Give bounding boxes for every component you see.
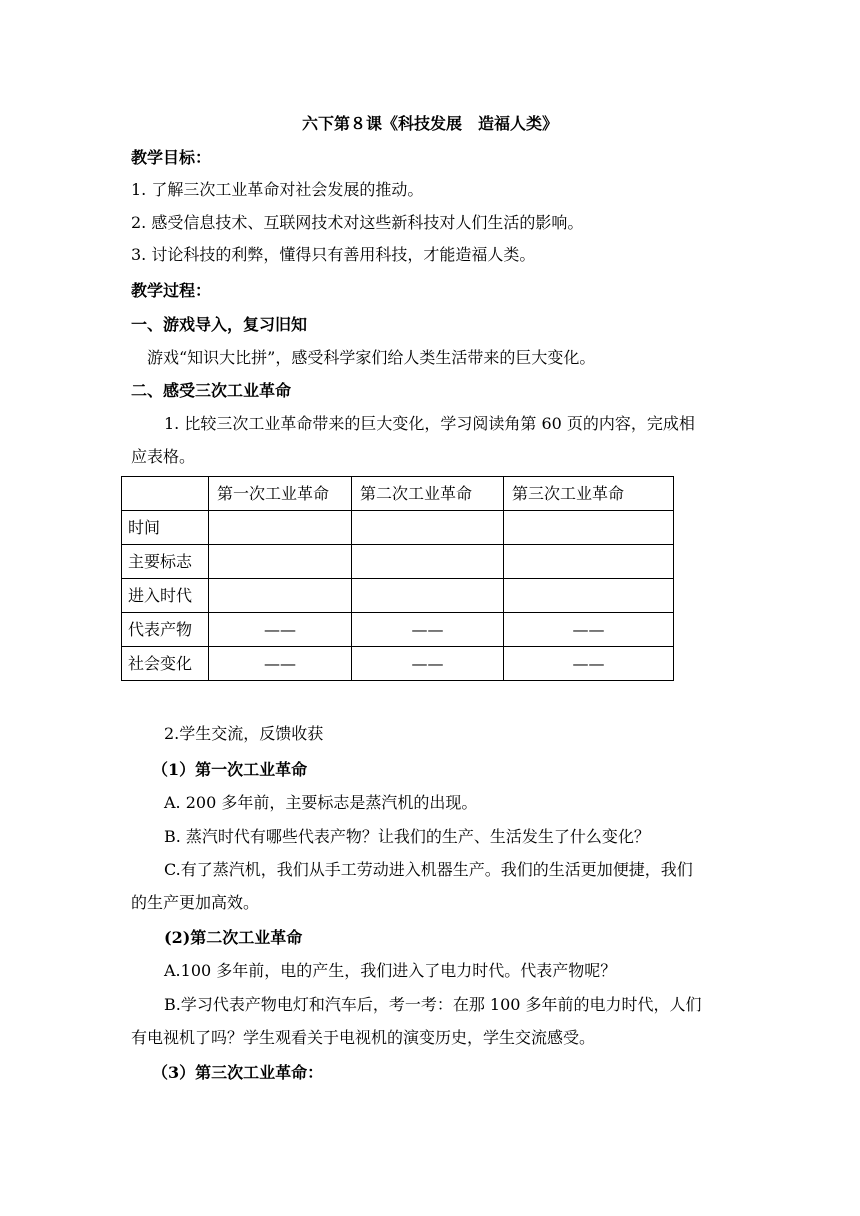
table-cell <box>209 579 352 613</box>
section-2-paragraph-1: 1. 比较三次工业革命带来的巨大变化，学习阅读角第 60 页的内容，完成相 <box>164 414 695 433</box>
row-label: 时间 <box>122 511 209 545</box>
process-heading: 教学过程： <box>131 281 212 300</box>
table-row <box>122 579 674 613</box>
table-cell: —— <box>352 613 504 647</box>
row-label: 进入时代 <box>122 579 209 613</box>
table-cell: —— <box>504 647 674 681</box>
page-title: 六下第８课《科技发展 造福人类》 <box>301 114 558 133</box>
review-1-item-a: A. 200 多年前，主要标志是蒸汽机的出现。 <box>164 793 478 812</box>
row-label: 代表产物 <box>122 613 209 647</box>
review-2-item-b: B.学习代表产物电灯和汽车后，考一考：在那 100 多年前的电力时代，人们 <box>164 995 702 1014</box>
review-2-item-a: A.100 多年前，电的产生，我们进入了电力时代。代表产物呢？ <box>164 961 617 980</box>
paragraph-2: 2.学生交流，反馈收获 <box>164 724 324 743</box>
table-header-cell: 第一次工业革命 <box>209 477 352 511</box>
table-cell: —— <box>504 613 674 647</box>
table-header-cell: 第二次工业革命 <box>352 477 504 511</box>
section-2-paragraph-1-cont: 应表格。 <box>131 447 196 466</box>
review-1-heading: （1）第一次工业革命 <box>152 760 308 779</box>
table-cell: —— <box>209 613 352 647</box>
table-cell <box>352 511 504 545</box>
review-1-item-b: B. 蒸汽时代有哪些代表产物？让我们的生产、生活发生了什么变化？ <box>164 827 650 846</box>
table-header-cell <box>122 477 209 511</box>
table-cell <box>209 545 352 579</box>
table-cell <box>352 545 504 579</box>
table-cell: —— <box>209 647 352 681</box>
table-cell: —— <box>352 647 504 681</box>
goals-heading: 教学目标： <box>131 148 212 167</box>
review-1-item-c: C.有了蒸汽机，我们从手工劳动进入机器生产。我们的生活更加便捷，我们 <box>164 860 693 879</box>
goal-item-2: 2. 感受信息技术、互联网技术对这些新科技对人们生活的影响。 <box>131 213 584 232</box>
table-cell <box>504 545 674 579</box>
table-row <box>122 511 674 545</box>
review-1-item-c-cont: 的生产更加高效。 <box>131 893 260 912</box>
section-1-heading: 一、游戏导入，复习旧知 <box>131 315 308 334</box>
goal-item-1: 1. 了解三次工业革命对社会发展的推动。 <box>131 180 424 199</box>
review-2-heading: (2)第二次工业革命 <box>164 928 303 947</box>
table-row <box>122 613 674 647</box>
comparison-table <box>121 476 674 681</box>
table-cell <box>352 579 504 613</box>
section-2-heading: 二、感受三次工业革命 <box>131 381 292 400</box>
table-row <box>122 647 674 681</box>
table-row <box>122 545 674 579</box>
section-1-text: 游戏“知识大比拼”，感受科学家们给人类生活带来的巨大变化。 <box>147 348 596 367</box>
table-cell <box>504 579 674 613</box>
table-cell <box>504 511 674 545</box>
table-header-row <box>122 477 674 511</box>
goal-item-3: 3. 讨论科技的利弊，懂得只有善用科技，才能造福人类。 <box>131 245 536 264</box>
row-label: 社会变化 <box>122 647 209 681</box>
table-header-cell: 第三次工业革命 <box>504 477 674 511</box>
review-3-heading: （3）第三次工业革命： <box>152 1063 324 1082</box>
table-cell <box>209 511 352 545</box>
row-label: 主要标志 <box>122 545 209 579</box>
review-2-item-b-cont: 有电视机了吗？学生观看关于电视机的演变历史，学生交流感受。 <box>131 1028 596 1047</box>
